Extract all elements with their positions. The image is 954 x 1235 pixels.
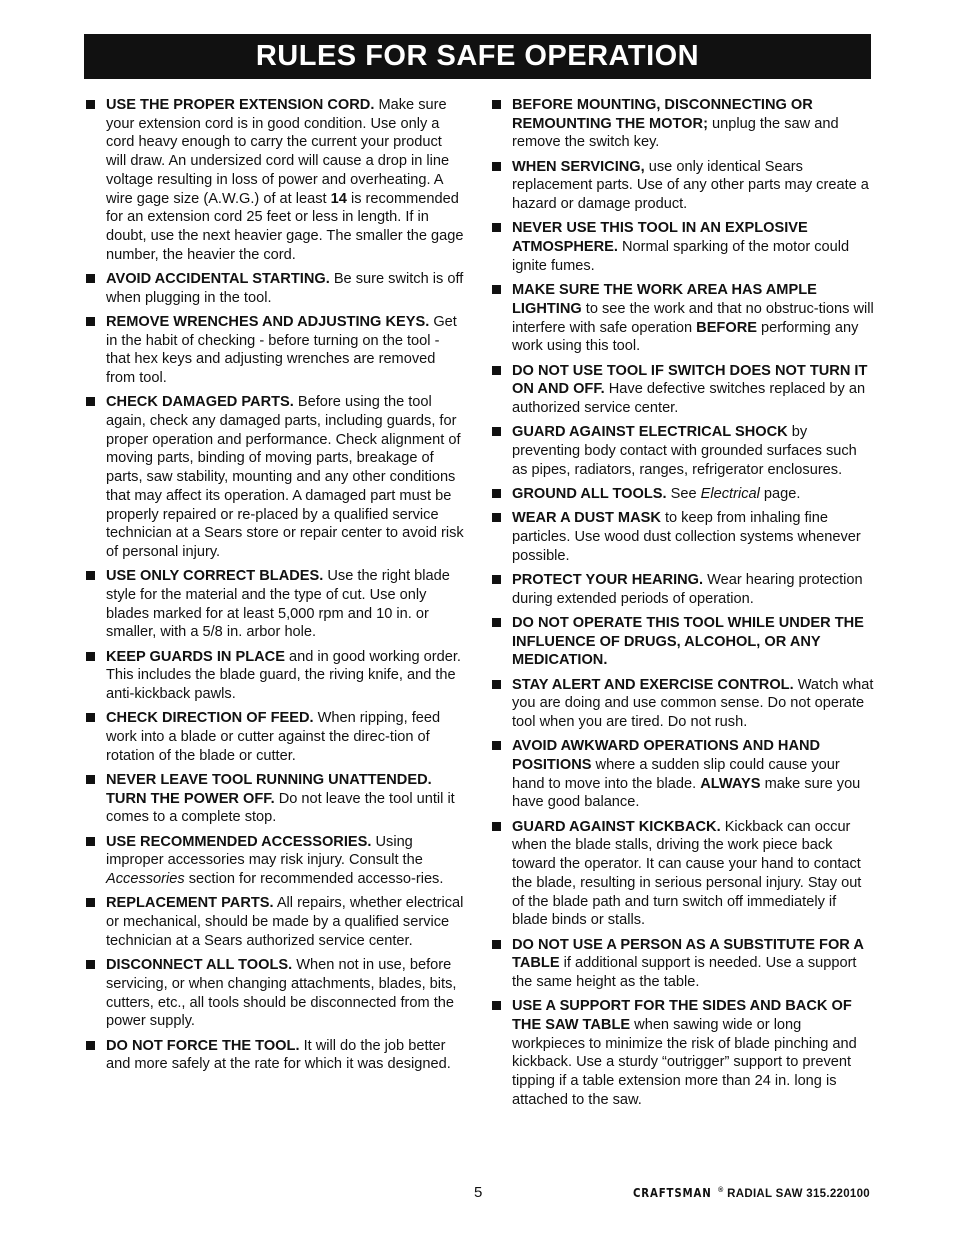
safety-rule	[492, 936, 874, 992]
bullet-square-icon	[492, 427, 501, 436]
rule-heading: USE RECOMMENDED ACCESSORIES.	[106, 833, 372, 850]
rule-heading: NEVER LEAVE TOOL RUNNING UNATTENDED. TURN THE POWER OFF.	[106, 772, 432, 807]
safety-rule	[86, 393, 464, 561]
rule-text: All repairs, whether electrical or mechanical, should be made by a qualified service technician at a Sears authorized service center.	[106, 895, 464, 949]
rule-heading: KEEP GUARDS IN PLACE	[106, 648, 285, 665]
safety-rule	[492, 281, 874, 356]
rule-text: See	[666, 485, 701, 502]
safety-rule	[86, 956, 464, 1031]
rule-text: is recommended for an extension cord 25 feet or less in length. If in doubt, use the next heavier gage. The smaller the gage number, the heavier the cord.	[106, 190, 464, 263]
rule-text: page.	[759, 485, 801, 502]
rule-heading: BEFORE	[696, 319, 757, 336]
rule-heading: CHECK DIRECTION OF FEED.	[106, 710, 314, 727]
bullet-square-icon	[492, 285, 501, 294]
rule-text: Before using the tool again, check any damaged parts, including guards, for proper operation and performance. Check alignment of moving parts, binding of moving parts, breakage of parts, saw stability, mounting and any other conditions that may affect its operation. A damaged part must be properly repaired or re-placed by a qualified service technician at a Sears store or repair center to avoid risk of personal injury.	[106, 394, 464, 560]
rule-emphasis: Accessories	[106, 871, 185, 888]
rule-heading: USE THE PROPER EXTENSION CORD.	[106, 97, 375, 113]
page-title: RULES FOR SAFE OPERATION	[84, 34, 871, 79]
safety-rule	[86, 648, 464, 704]
safety-rule	[492, 509, 874, 565]
rule-heading: REPLACEMENT PARTS.	[106, 895, 274, 912]
rule-heading: WEAR A DUST MASK	[512, 510, 661, 527]
model-label: RADIAL SAW 315.220100	[727, 1188, 870, 1200]
bullet-square-icon	[86, 1041, 95, 1050]
rule-heading: USE A SUPPORT FOR THE SIDES AND BACK OF THE SAW TABLE	[512, 998, 852, 1033]
rule-text: Wear hearing protection during extended periods of operation.	[512, 571, 863, 607]
rule-text: Normal sparking of the motor could ignite fumes.	[512, 239, 850, 274]
safety-rule	[492, 737, 874, 812]
bullet-square-icon	[492, 680, 501, 689]
safety-rule	[492, 485, 874, 504]
rule-heading: GROUND ALL TOOLS.	[512, 485, 667, 502]
bullet-square-icon	[86, 775, 95, 784]
rule-text: Do not leave the tool until it comes to a complete stop.	[106, 790, 455, 826]
right-column	[492, 96, 874, 1115]
rule-heading: WHEN SERVICING,	[512, 158, 645, 175]
rule-heading: AVOID AWKWARD OPERATIONS AND HAND POSITIONS	[512, 738, 821, 774]
bullet-square-icon	[492, 100, 501, 109]
page-number: 5	[474, 1184, 483, 1201]
bullet-square-icon	[492, 741, 501, 750]
rule-heading: DO NOT OPERATE THIS TOOL WHILE UNDER THE INFLUENCE OF DRUGS, ALCOHOL, OR ANY MEDICATION.	[512, 614, 864, 669]
rule-heading: MAKE SURE THE WORK AREA HAS AMPLE LIGHTING	[512, 282, 817, 317]
rule-heading: BEFORE MOUNTING, DISCONNECTING OR REMOUNTING THE MOTOR;	[512, 97, 813, 132]
safety-rule	[86, 567, 464, 642]
rule-text: Be sure switch is off when plugging in the tool.	[106, 270, 464, 306]
rule-heading: DISCONNECT ALL TOOLS.	[106, 957, 293, 974]
safety-rule	[492, 423, 874, 479]
safety-rule	[86, 771, 464, 827]
safety-rule	[86, 1037, 464, 1074]
rule-text: when sawing wide or long workpieces to minimize the risk of blade pinching and kickback. Use a sturdy “outrigger” support to prevent tipping if a table extension more than 24 in. long is attached to the saw.	[512, 1016, 857, 1108]
registered-mark: ®	[718, 1187, 724, 1195]
safety-rule	[86, 833, 464, 889]
bullet-square-icon	[86, 960, 95, 969]
rule-text: performing any work using this tool.	[512, 319, 859, 355]
rule-text: to keep from inhaling fine particles. Use wood dust collection systems whenever possible.	[512, 510, 861, 564]
rule-text: where a sudden slip could cause your hand to move into the blade.	[512, 757, 840, 792]
rule-text: unplug the saw and remove the switch key.	[512, 115, 839, 151]
rule-heading: REMOVE WRENCHES AND ADJUSTING KEYS.	[106, 313, 430, 330]
rule-text: by preventing body contact with grounded surfaces such as pipes, radiators, ranges, refrigerator enclosures.	[512, 424, 857, 478]
rule-heading: ALWAYS	[700, 775, 761, 792]
bullet-square-icon	[492, 223, 501, 232]
bullet-square-icon	[86, 397, 95, 406]
rule-heading: STAY ALERT AND EXERCISE CONTROL.	[512, 676, 794, 693]
craftsman-logo: CRAFTSMAN	[632, 1186, 712, 1200]
rule-heading: DO NOT FORCE THE TOOL.	[106, 1037, 300, 1054]
bullet-square-icon	[86, 274, 95, 283]
rule-text: section for recommended accesso-ries.	[184, 871, 444, 888]
rule-heading: USE ONLY CORRECT BLADES.	[106, 568, 324, 585]
safety-rule	[492, 997, 874, 1109]
bullet-square-icon	[492, 940, 501, 949]
rule-heading: 14	[330, 190, 347, 207]
rule-heading: NEVER USE THIS TOOL IN AN EXPLOSIVE ATMOSPHERE.	[512, 220, 808, 256]
rule-text: It will do the job better and more safely at the rate for which it was designed.	[106, 1037, 451, 1073]
rule-heading: GUARD AGAINST KICKBACK.	[512, 818, 721, 835]
rule-text: to see the work and that no obstruc-tions will interfere with safe operation	[512, 300, 874, 336]
safety-rule	[492, 571, 874, 608]
safety-rule	[492, 158, 874, 214]
bullet-square-icon	[86, 652, 95, 661]
safety-rule	[492, 614, 874, 670]
safety-rule	[492, 362, 874, 418]
rule-heading: GUARD AGAINST ELECTRICAL SHOCK	[512, 424, 788, 441]
rule-text: Have defective switches replaced by an authorized service center.	[512, 381, 866, 416]
safety-rule	[492, 96, 874, 152]
rule-text: make sure you have good balance.	[512, 775, 861, 811]
safety-rule	[86, 96, 464, 264]
rule-text: Get in the habit of checking - before turning on the tool - that hex keys and adjusting wrenches are removed from tool.	[106, 313, 457, 387]
rule-text: When not in use, before servicing, or when changing attachments, blades, bits, cutters, etc., all tools should be disconnected from the power supply.	[106, 957, 457, 1030]
rule-heading: AVOID ACCIDENTAL STARTING.	[106, 270, 330, 287]
bullet-square-icon	[492, 366, 501, 375]
rule-text: Kickback can occur when the blade stalls, driving the work piece back toward the operator. It can cause your hand to contact the blade, resulting in serious personal injury. Stay out of the blade path and turn switch off immediately if blade binds or stalls.	[512, 818, 862, 929]
bullet-square-icon	[492, 575, 501, 584]
safety-rule	[86, 894, 464, 950]
safety-rule	[492, 818, 874, 930]
rule-text: When ripping, feed work into a blade or cutter against the direc-tion of rotation of the blade or cutter.	[106, 710, 441, 764]
safety-rule	[492, 676, 874, 732]
bullet-square-icon	[492, 162, 501, 171]
rule-heading: CHECK DAMAGED PARTS.	[106, 394, 294, 411]
rule-text: if additional support is needed. Use a support the same height as the table.	[512, 955, 857, 990]
rule-heading: DO NOT USE A PERSON AS A SUBSTITUTE FOR A TABLE	[512, 936, 864, 972]
bullet-square-icon	[492, 822, 501, 831]
bullet-square-icon	[86, 317, 95, 326]
bullet-square-icon	[86, 713, 95, 722]
bullet-square-icon	[492, 1001, 501, 1010]
rule-text: Make sure your extension cord is in good condition. Use only a cord heavy enough to carry the current your product will draw. An undersized cord will cause a drop in line voltage resulting in loss of power and overheating. A wire gage size (A.W.G.) of at least	[106, 97, 450, 207]
safety-rule	[492, 219, 874, 275]
rule-text: Using improper accessories may risk injury. Consult the	[106, 833, 423, 869]
rule-text: and in good working order. This includes the blade guard, the riving knife, and the anti-kickback pawls.	[106, 648, 461, 703]
bullet-square-icon	[492, 513, 501, 522]
bullet-square-icon	[86, 571, 95, 580]
left-column	[86, 96, 464, 1080]
safety-rule	[86, 709, 464, 765]
rule-heading: DO NOT USE TOOL IF SWITCH DOES NOT TURN IT ON AND OFF.	[512, 362, 868, 398]
rule-emphasis: Electrical	[700, 485, 760, 502]
rule-text: use only identical Sears replacement parts. Use of any other parts may create a hazard or damage product.	[512, 158, 869, 213]
rule-heading: PROTECT YOUR HEARING.	[512, 571, 704, 588]
bullet-square-icon	[492, 618, 501, 627]
safety-rule	[86, 270, 464, 307]
bullet-square-icon	[86, 837, 95, 846]
rule-text: Use the right blade style for the material and the type of cut. Use only blades marked for at least 5,000 rpm and 10 in. or smaller, with a 5/8 in. arbor hole.	[106, 568, 450, 641]
bullet-square-icon	[492, 489, 501, 498]
rule-text: Watch what you are doing and use common sense. Do not operate tool when you are tired. Do not rush.	[512, 676, 874, 731]
bullet-square-icon	[86, 100, 95, 109]
footer-brand	[626, 1186, 870, 1200]
bullet-square-icon	[86, 898, 95, 907]
safety-rule	[86, 313, 464, 388]
